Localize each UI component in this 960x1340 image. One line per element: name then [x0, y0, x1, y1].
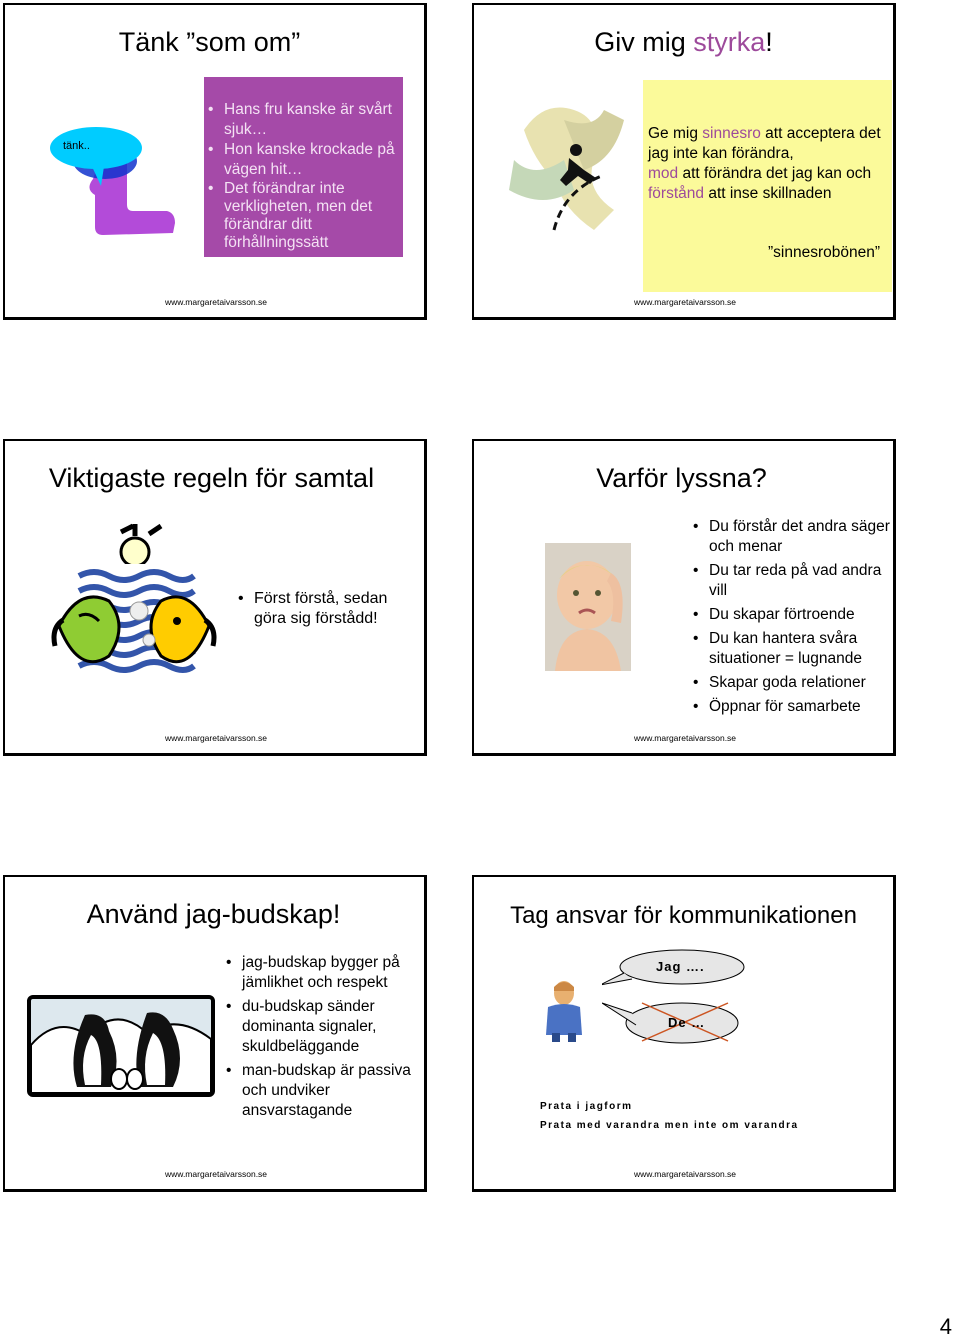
- title-punct: !: [765, 27, 773, 57]
- footer-url: www.margaretaivarsson.se: [165, 297, 268, 307]
- list-item: • Skapar goda relationer: [693, 673, 893, 693]
- keyword: sinnesro: [702, 125, 761, 142]
- thought-bubble-tail: [85, 160, 115, 190]
- fish-illustration: [49, 516, 219, 686]
- slide-5: [3, 875, 427, 1192]
- slide-6: [472, 875, 896, 1192]
- bullet-list: [208, 100, 396, 252]
- footer-url: www.margaretaivarsson.se: [634, 297, 737, 307]
- slide-3: [3, 439, 427, 756]
- list-item: • Hans fru kanske är svårt sjuk…: [208, 100, 396, 140]
- footer-url: www.margaretaivarsson.se: [634, 1169, 737, 1179]
- list-item: • man-budskap är passiva och undviker ansvarstagande: [226, 1061, 416, 1121]
- list-item: • Du skapar förtroende: [693, 605, 893, 625]
- keyword: mod: [648, 165, 679, 182]
- person-illustration: [542, 979, 586, 1043]
- list-item: • du-budskap sänder dominanta signaler, skuldbeläggande: [226, 997, 416, 1057]
- bullet-list: [693, 517, 893, 717]
- bubble-text: tänk..: [63, 140, 90, 152]
- footer-url: www.margaretaivarsson.se: [165, 733, 268, 743]
- list-item: • Öppnar för samarbete: [693, 697, 893, 717]
- prayer-part: Ge mig: [648, 125, 703, 142]
- slide-title: Använd jag-budskap!: [86, 899, 341, 929]
- prayer-part: att inse skillnaden: [704, 185, 832, 202]
- list-item: • Det förändrar inte verkligheten, men det förändrar ditt förhållningssätt: [208, 180, 396, 252]
- list-item: • Du tar reda på vad andra vill: [693, 561, 893, 601]
- strength-figure-illustration: [504, 100, 634, 240]
- list-item: • Hon kanske krockade på vägen hit…: [208, 140, 396, 180]
- slide-title: Tag ansvar för kommunikationen: [510, 902, 857, 929]
- list-item: • jag-budskap bygger på jämlikhet och respekt: [226, 953, 416, 993]
- keyword: förstånd: [648, 185, 705, 202]
- bullet-list: [226, 953, 416, 1121]
- listening-child-photo: [545, 543, 631, 671]
- list-item: • Du kan hantera svåra situationer = lugnande: [693, 629, 893, 669]
- prayer-part: att acceptera det jag inte kan förändra,: [648, 125, 881, 162]
- slide-title: Tänk ”som om”: [118, 27, 301, 57]
- tip-line-1: Prata i jagform: [540, 1101, 633, 1112]
- footer-url: www.margaretaivarsson.se: [165, 1169, 268, 1179]
- page-number: 4: [939, 1314, 952, 1339]
- bubble-de-text: De …: [668, 1015, 706, 1030]
- prayer-part: att förändra det jag kan och: [678, 165, 872, 182]
- footer-url: www.margaretaivarsson.se: [634, 733, 737, 743]
- list-item: • Du förstår det andra säger och menar: [693, 517, 893, 557]
- list-item: • Först förstå, sedan göra sig förstådd!: [238, 589, 418, 629]
- bullet-list: [238, 589, 418, 629]
- title-emphasis: styrka: [693, 27, 766, 57]
- slide-1: [3, 3, 427, 320]
- penguins-illustration: [27, 995, 215, 1097]
- prayer-caption: ”sinnesrobönen”: [768, 244, 881, 261]
- slide-title: Varför lyssna?: [596, 463, 767, 493]
- slide-2: [472, 3, 896, 320]
- slide-title: [474, 27, 893, 58]
- tip-line-2: Prata med varandra men inte om varandra: [540, 1120, 799, 1131]
- title-text: Giv mig: [594, 27, 694, 57]
- prayer-text: [648, 124, 888, 204]
- slide-4: [472, 439, 896, 756]
- slide-title: Viktigaste regeln för samtal: [48, 463, 375, 493]
- bubble-jag-text: Jag ….: [656, 959, 705, 974]
